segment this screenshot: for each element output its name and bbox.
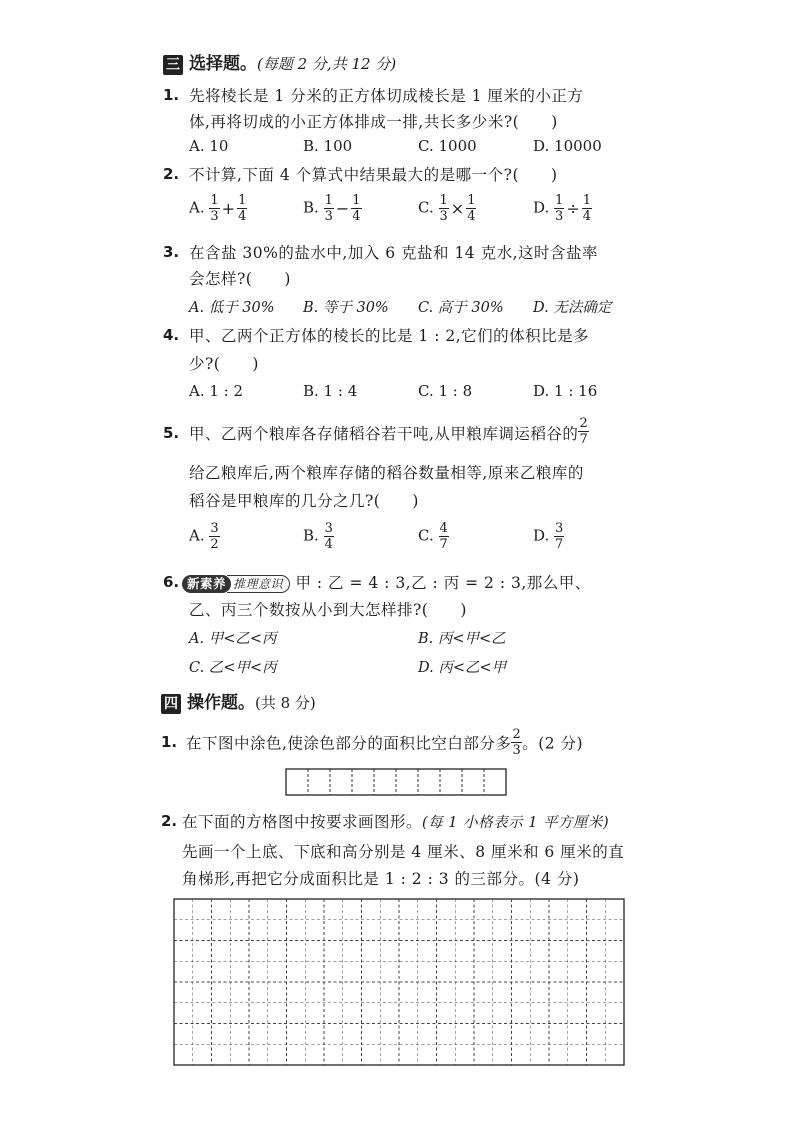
- q6-option-a[interactable]: A. 甲<乙<丙: [189, 631, 277, 647]
- q6-line-1: [182, 571, 591, 593]
- q5-line-1-text: 甲、乙两个粮库各存储稻谷若干吨,从甲粮库调运稻谷的: [189, 425, 579, 443]
- q2c-frac1-den: 3: [439, 209, 448, 224]
- q2d-frac1-num: 1: [555, 193, 564, 208]
- q3-line-1: 在含盐 30%的盐水中,加入 6 克盐和 14 克水,这时含盐率: [189, 244, 599, 262]
- q6-line-2: 乙、丙三个数按从小到大怎样排?( ): [189, 601, 467, 619]
- s4-q2-line-1-text: 在下面的方格图中按要求画图形。: [182, 813, 423, 831]
- q1-line-1: 先将棱长是 1 分米的正方体切成棱长是 1 厘米的小正方: [189, 87, 584, 105]
- q4-line-1: 甲、乙两个正方体的棱长的比是 1 : 2,它们的体积比是多: [189, 327, 590, 345]
- s4-q2-line-2: 先画一个上底、下底和高分别是 4 厘米、8 厘米和 6 厘米的直: [182, 843, 625, 861]
- q2c-frac2-num: 1: [467, 193, 476, 208]
- q2-option-c[interactable]: [418, 193, 476, 224]
- section-3-number: 三: [163, 55, 183, 75]
- section-3-heading: [163, 49, 396, 75]
- q4-line-2: 少?( ): [189, 355, 259, 373]
- q5-line-3: 稻谷是甲粮库的几分之几?( ): [189, 492, 419, 510]
- q2-option-c-label: C.: [418, 198, 434, 217]
- q4-option-d[interactable]: D. 1 : 16: [533, 382, 598, 400]
- q3-option-a[interactable]: A. 低于 30%: [189, 300, 275, 316]
- q1-option-a[interactable]: A. 10: [189, 137, 229, 155]
- q5d-num: 3: [555, 521, 564, 536]
- q6-option-c[interactable]: C. 乙<甲<丙: [189, 660, 277, 676]
- s4-q2-line-1-note: (每 1 小格表示 1 平方厘米): [422, 815, 610, 831]
- q1-option-b[interactable]: B. 100: [303, 137, 353, 155]
- q5-frac-den: 7: [579, 431, 589, 447]
- section-3-title: 选择题。: [189, 54, 257, 74]
- s4-q1-number: 1.: [161, 733, 178, 751]
- q5-line-1: [189, 415, 589, 447]
- q6-option-b[interactable]: B. 丙<甲<乙: [418, 631, 506, 647]
- q2-option-d[interactable]: [533, 193, 592, 224]
- coloring-strip[interactable]: [284, 767, 508, 797]
- q5-option-c-label: C.: [418, 526, 434, 545]
- q5-option-c[interactable]: [418, 521, 449, 552]
- q5-option-b[interactable]: [303, 521, 334, 552]
- s4-q1-frac-num: 2: [512, 727, 522, 742]
- q2c-frac1-num: 1: [439, 193, 448, 208]
- s4-q1-text-before: 在下图中涂色,使涂色部分的面积比空白部分多: [186, 734, 512, 753]
- q4-option-c[interactable]: C. 1 : 8: [418, 382, 473, 400]
- q5-number: 5.: [163, 424, 180, 442]
- q4-option-a[interactable]: A. 1 : 2: [189, 382, 244, 400]
- q5b-den: 4: [324, 537, 333, 552]
- q2-option-a[interactable]: [189, 193, 247, 224]
- q1-line-2: 体,再将切成的小正方体排成一排,共长多少米?( ): [189, 113, 558, 131]
- drawing-grid[interactable]: [172, 897, 627, 1069]
- q2-option-d-label: D.: [533, 198, 550, 217]
- q5-frac-num: 2: [579, 415, 589, 431]
- q2b-frac2-num: 1: [352, 193, 361, 208]
- q4-option-b[interactable]: B. 1 : 4: [303, 382, 358, 400]
- q5c-num: 4: [439, 521, 448, 536]
- q3-option-b[interactable]: B. 等于 30%: [303, 300, 389, 316]
- new-literacy-badge: 新素养: [182, 575, 231, 593]
- q2b-frac1-den: 3: [324, 209, 333, 224]
- section-3-note: (每题 2 分,共 12 分): [257, 55, 397, 73]
- q3-line-2: 会怎样?( ): [189, 270, 291, 288]
- s4-q2-number: 2.: [161, 812, 178, 830]
- q2d-frac2-den: 4: [582, 209, 592, 224]
- q6-option-d[interactable]: D. 丙<乙<甲: [418, 660, 507, 676]
- s4-q2-line-3: 角梯形,再把它分成面积比是 1 : 2 : 3 的三部分。(4 分): [182, 870, 580, 888]
- q2b-operator: −: [335, 199, 350, 218]
- q1-option-d[interactable]: D. 10000: [533, 137, 602, 155]
- q2b-frac1-num: 1: [324, 193, 333, 208]
- q2-number: 2.: [163, 165, 180, 183]
- section-4-title: 操作题。: [187, 693, 255, 713]
- q2a-frac2-den: 4: [238, 209, 247, 224]
- section-4-note: (共 8 分): [255, 694, 316, 712]
- reasoning-tag: 推理意识: [227, 575, 290, 593]
- q2a-operator: +: [221, 199, 236, 218]
- q5-option-a[interactable]: [189, 521, 220, 552]
- q2-option-a-label: A.: [189, 198, 205, 217]
- q5a-num: 3: [210, 521, 219, 536]
- q6-line-1-text: 甲 : 乙 = 4 : 3,乙 : 丙 = 2 : 3,那么甲、: [295, 574, 591, 592]
- q5-line-2: 给乙粮库后,两个粮库存储的稻谷数量相等,原来乙粮库的: [189, 464, 584, 482]
- q5-option-a-label: A.: [189, 526, 205, 545]
- q2d-frac1-den: 3: [555, 209, 564, 224]
- q5a-den: 2: [210, 537, 219, 552]
- q5-option-d-label: D.: [533, 526, 550, 545]
- q6-number: 6.: [163, 573, 180, 591]
- q2-option-b[interactable]: [303, 193, 362, 224]
- q5-option-d[interactable]: [533, 521, 564, 552]
- q3-option-c[interactable]: C. 高于 30%: [418, 300, 504, 316]
- q5-option-b-label: B.: [303, 526, 319, 545]
- q5c-den: 7: [439, 537, 448, 552]
- q3-option-d[interactable]: D. 无法确定: [533, 300, 612, 316]
- section-4-heading: [161, 688, 316, 714]
- q2b-frac2-den: 4: [352, 209, 361, 224]
- q2-line-1: 不计算,下面 4 个算式中结果最大的是哪一个?( ): [189, 166, 558, 184]
- s4-q1-text-after: 。(2 分): [522, 734, 584, 753]
- q2a-frac2-num: 1: [238, 193, 247, 208]
- q2d-frac2-num: 1: [582, 193, 592, 208]
- q3-number: 3.: [163, 243, 180, 261]
- q1-number: 1.: [163, 86, 180, 104]
- q4-number: 4.: [163, 326, 180, 344]
- q2c-frac2-den: 4: [467, 209, 476, 224]
- section-4-number: 四: [161, 694, 181, 714]
- q2d-operator: ÷: [566, 199, 580, 218]
- q2c-operator: ×: [450, 199, 465, 218]
- q5b-num: 3: [324, 521, 333, 536]
- q5d-den: 7: [555, 537, 564, 552]
- s4-q1-frac-den: 3: [512, 743, 522, 758]
- q2a-frac1-num: 1: [210, 193, 219, 208]
- s4-q1-line: [186, 727, 584, 758]
- s4-q2-line-1: [182, 810, 609, 832]
- q1-option-c[interactable]: C. 1000: [418, 137, 477, 155]
- q2-option-b-label: B.: [303, 198, 319, 217]
- q2a-frac1-den: 3: [210, 209, 219, 224]
